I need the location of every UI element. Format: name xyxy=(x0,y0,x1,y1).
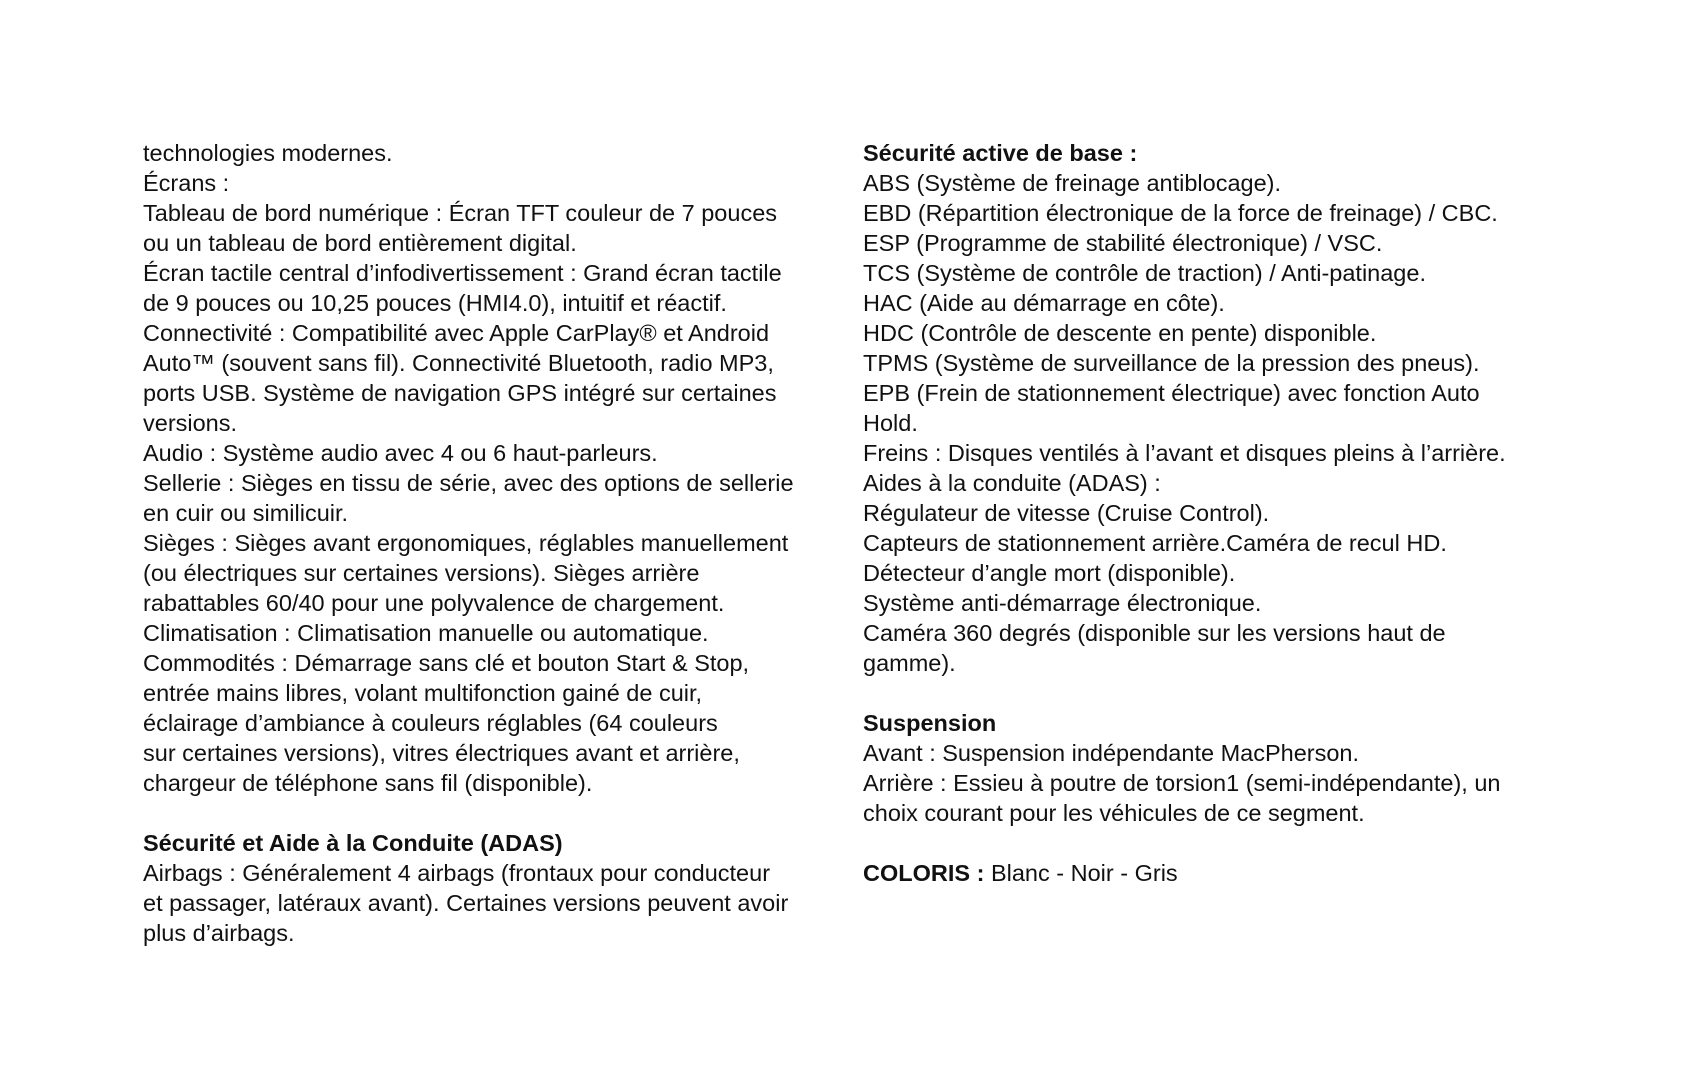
text-line: Sellerie : Sièges en tissu de série, avec des options de sellerie xyxy=(143,470,794,496)
text-line: Régulateur de vitesse (Cruise Control). xyxy=(863,500,1270,526)
text-line: HDC (Contrôle de descente en pente) disponible. xyxy=(863,320,1377,346)
active-safety-section xyxy=(863,138,1583,678)
text-line: de 9 pouces ou 10,25 pouces (HMI4.0), intuitif et réactif. xyxy=(143,290,727,316)
text-line: gamme). xyxy=(863,650,956,676)
text-line: chargeur de téléphone sans fil (disponible). xyxy=(143,770,593,796)
text-line: sur certaines versions), vitres électriques avant et arrière, xyxy=(143,740,740,766)
features-block xyxy=(143,138,843,798)
text-line: ESP (Programme de stabilité électronique) / VSC. xyxy=(863,230,1383,256)
text-line: (ou électriques sur certaines versions). Sièges arrière xyxy=(143,560,700,586)
text-line: Avant : Suspension indépendante MacPherson. xyxy=(863,740,1360,766)
text-line: TCS (Système de contrôle de traction) / Anti-patinage. xyxy=(863,260,1426,286)
spacer xyxy=(863,828,1583,858)
text-line: EPB (Frein de stationnement électrique) avec fonction Auto xyxy=(863,380,1480,406)
text-line: Hold. xyxy=(863,410,918,436)
text-line: éclairage d’ambiance à couleurs réglables (64 couleurs xyxy=(143,710,718,736)
text-line: Freins : Disques ventilés à l’avant et disques pleins à l’arrière. xyxy=(863,440,1506,466)
text-line: Audio : Système audio avec 4 ou 6 haut-parleurs. xyxy=(143,440,658,466)
suspension-section xyxy=(863,708,1583,828)
coloris-label: COLORIS : xyxy=(863,860,985,886)
text-line: HAC (Aide au démarrage en côte). xyxy=(863,290,1225,316)
text-line: Système anti-démarrage électronique. xyxy=(863,590,1262,616)
left-column xyxy=(143,138,843,948)
text-line: versions. xyxy=(143,410,238,436)
text-line: Commodités : Démarrage sans clé et bouton Start & Stop, xyxy=(143,650,750,676)
safety-section xyxy=(143,828,843,948)
text-line: ports USB. Système de navigation GPS intégré sur certaines xyxy=(143,380,777,406)
text-line: et passager, latéraux avant). Certaines versions peuvent avoir xyxy=(143,890,789,916)
text-line: ABS (Système de freinage antiblocage). xyxy=(863,170,1282,196)
text-line: entrée mains libres, volant multifonction gainé de cuir, xyxy=(143,680,703,706)
spacer xyxy=(863,678,1583,708)
section-heading-suspension: Suspension xyxy=(863,710,997,736)
coloris-line xyxy=(863,858,1583,888)
text-line: en cuir ou similicuir. xyxy=(143,500,349,526)
spacer xyxy=(143,798,843,828)
text-line: Capteurs de stationnement arrière.Caméra de recul HD. xyxy=(863,530,1447,556)
text-line: Airbags : Généralement 4 airbags (frontaux pour conducteur xyxy=(143,860,771,886)
text-line: plus d’airbags. xyxy=(143,920,295,946)
text-line: technologies modernes. xyxy=(143,140,393,166)
text-line: Caméra 360 degrés (disponible sur les versions haut de xyxy=(863,620,1446,646)
section-heading-safety: Sécurité et Aide à la Conduite (ADAS) xyxy=(143,830,563,856)
coloris-value: Blanc - Noir - Gris xyxy=(984,860,1178,886)
text-line: ou un tableau de bord entièrement digital. xyxy=(143,230,577,256)
text-line: Tableau de bord numérique : Écran TFT couleur de 7 pouces xyxy=(143,200,778,226)
text-line: Sièges : Sièges avant ergonomiques, réglables manuellement xyxy=(143,530,789,556)
text-line: choix courant pour les véhicules de ce segment. xyxy=(863,800,1365,826)
text-line: TPMS (Système de surveillance de la pression des pneus). xyxy=(863,350,1480,376)
text-line: Auto™ (souvent sans fil). Connectivité Bluetooth, radio MP3, xyxy=(143,350,774,376)
text-line: Écrans : xyxy=(143,170,230,196)
text-line: Arrière : Essieu à poutre de torsion1 (semi-indépendante), un xyxy=(863,770,1501,796)
text-line: rabattables 60/40 pour une polyvalence de chargement. xyxy=(143,590,725,616)
text-line: Aides à la conduite (ADAS) : xyxy=(863,470,1161,496)
text-line: Écran tactile central d’infodivertissement : Grand écran tactile xyxy=(143,260,782,286)
text-line: EBD (Répartition électronique de la force de freinage) / CBC. xyxy=(863,200,1498,226)
section-heading-active-safety: Sécurité active de base : xyxy=(863,140,1138,166)
text-line: Détecteur d’angle mort (disponible). xyxy=(863,560,1236,586)
text-line: Climatisation : Climatisation manuelle ou automatique. xyxy=(143,620,709,646)
text-line: Connectivité : Compatibilité avec Apple CarPlay® et Android xyxy=(143,320,770,346)
right-column xyxy=(863,138,1583,888)
